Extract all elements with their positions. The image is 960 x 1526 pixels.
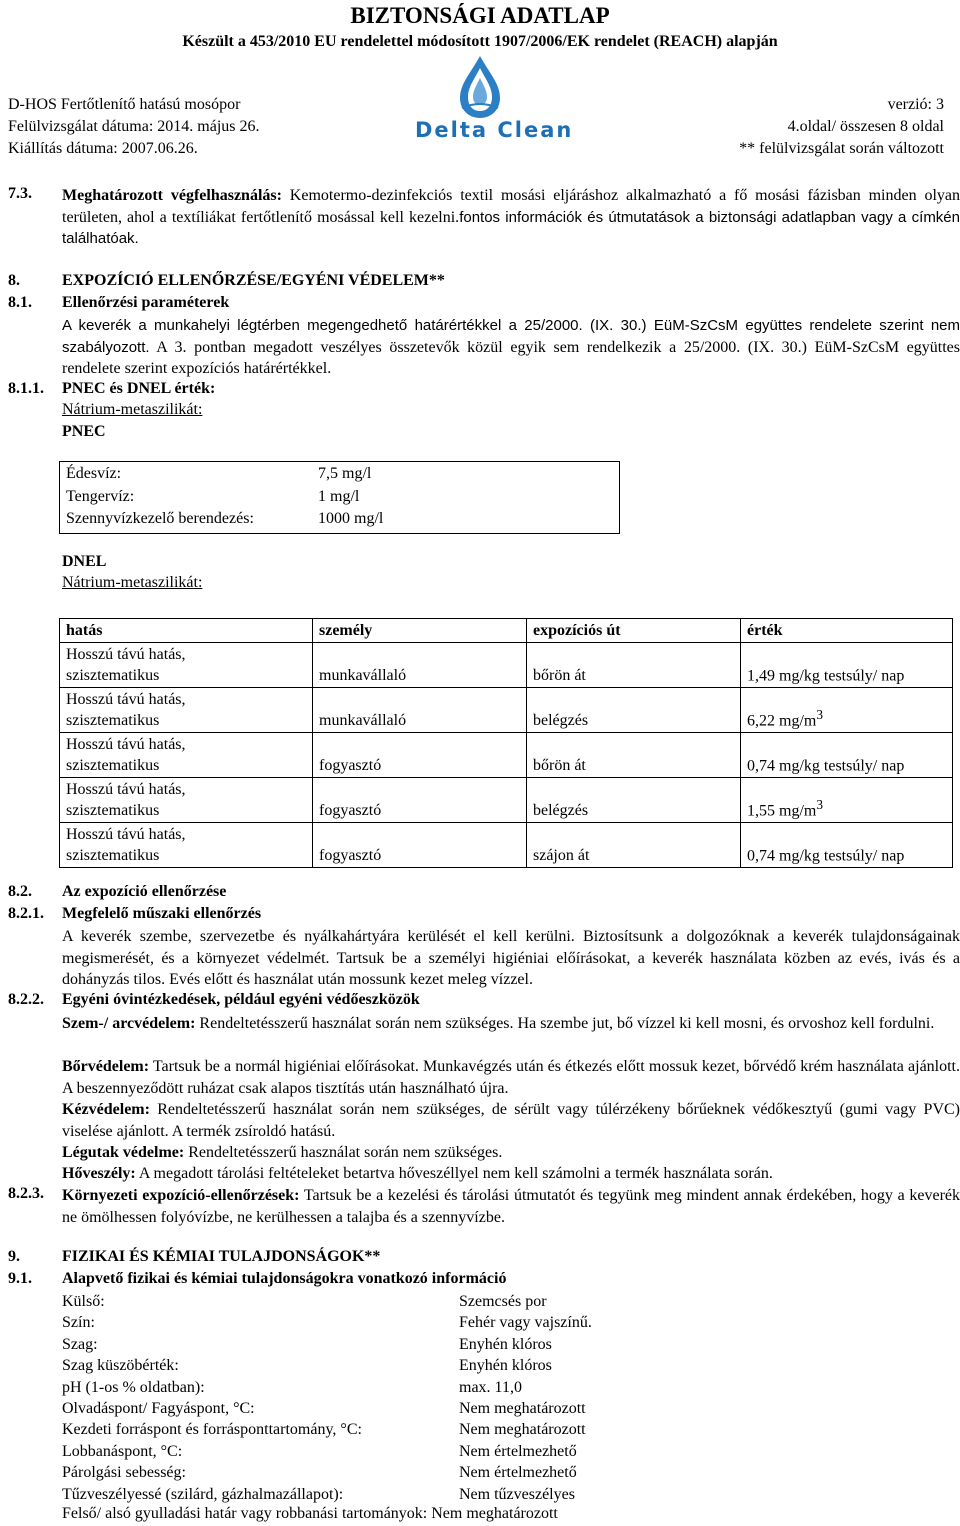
section-8-2-1-title: Megfelelő műszaki ellenőrzés [62, 905, 262, 922]
list-item [62, 1398, 592, 1419]
delta-clean-logo [410, 52, 574, 152]
section-8-title: EXPOZÍCIÓ ELLENŐRZÉSE/EGYÉNI VÉDELEM** [62, 272, 445, 289]
section-9-number: 9. [8, 1248, 20, 1265]
section-9-1-title: Alapvető fizikai és kémiai tulajdonságokra vonatkozó információ [62, 1270, 507, 1287]
section-8-2-2-title: Egyéni óvintézkedések, például egyéni védőeszközök [62, 991, 420, 1008]
hand-protection [62, 1099, 960, 1142]
section-8-1-1-title: PNEC és DNEL érték: [62, 380, 216, 397]
section-8-1-1-number: 8.1.1. [8, 380, 44, 397]
eye-protection-text: Rendeltetésszerű használat során nem szükséges. Ha szembe jut, bő vízzel ki kell mosni, és orvoshoz kell fordulni. [195, 1015, 935, 1032]
dnel-value: 1,55 mg/m [747, 802, 817, 819]
product-name: D-HOS Fertőtlenítő hatású mosópor [8, 96, 241, 113]
list-item [62, 1441, 592, 1462]
review-date: Felülvizsgálat dátuma: 2014. május 26. [8, 118, 260, 135]
dnel-header-person: személy [313, 619, 527, 643]
respiratory-protection [62, 1142, 960, 1164]
effect-line-2: szisztematikus [66, 712, 160, 729]
table-header-row [60, 619, 953, 643]
pnec-table [59, 461, 620, 534]
property-value: Nem tűzveszélyes [459, 1485, 575, 1503]
dnel-route-cell: szájon át [527, 822, 741, 867]
table-row [60, 732, 953, 777]
dnel-value-sup: 3 [816, 706, 824, 722]
property-value: Nem értelmezhető [459, 1442, 577, 1460]
effect-line-1: Hosszú távú hatás, [66, 825, 186, 843]
table-row [60, 485, 620, 508]
section-7-3-text [62, 185, 960, 250]
property-label: Lobbanáspont, °C: [62, 1442, 183, 1460]
section-7-3-label: Meghatározott végfelhasználás: [62, 187, 282, 204]
dnel-person-cell: munkavállaló [313, 642, 527, 687]
property-value: Enyhén klóros [459, 1357, 552, 1375]
property-value: Nem értelmezhető [459, 1464, 577, 1482]
issue-date: Kiállítás dátuma: 2007.06.26. [8, 140, 198, 157]
property-label: Olvadáspont/ Fagyáspont, °C: [62, 1400, 255, 1418]
property-label: Szag: [62, 1335, 98, 1353]
dnel-person-cell: fogyasztó [313, 822, 527, 867]
section-8-2-3-label: Környezeti expozíció-ellenőrzések: [62, 1187, 300, 1204]
dnel-effect-cell [60, 822, 313, 867]
section-8-2-1-number: 8.2.1. [8, 905, 44, 922]
dnel-effect-cell [60, 777, 313, 822]
dnel-value-cell [741, 822, 953, 867]
property-label: Tűzveszélyessé (szilárd, gázhalmazállapot): [62, 1485, 344, 1503]
effect-line-1: Hosszú távú hatás, [66, 735, 186, 753]
thermal-hazard-label: Hőveszély: [62, 1165, 136, 1182]
property-value: max. 11,0 [459, 1378, 522, 1396]
section-8-1-text-2: A 3. pontban megadott veszélyes összetevők közül egyik sem rendelkezik a 25/2000. (IX. 30.) EüM-SzCsM együttes rendelete szerint expozíciós határértékkel. [62, 338, 960, 377]
section-7-3-note: fontos információk és útmutatások a biztonsági adatlapban vagy a címkén találhatóak. [62, 208, 960, 247]
dnel-header-effect: hatás [60, 619, 313, 643]
table-row [60, 462, 620, 485]
document-subtitle: Készült a 453/2010 EU rendelettel módosított 1907/2006/EK rendelet (REACH) alapján [182, 33, 778, 50]
dnel-route-cell: bőrön át [527, 642, 741, 687]
section-8-1-number: 8.1. [8, 294, 32, 311]
property-value: Fehér vagy vajszínű. [459, 1314, 592, 1332]
property-label: Szín: [62, 1314, 95, 1332]
dnel-value: 6,22 mg/m [747, 712, 817, 729]
list-item [62, 1419, 592, 1440]
dnel-route-cell: belégzés [527, 687, 741, 732]
effect-line-1: Hosszú távú hatás, [66, 690, 186, 708]
property-label: Kezdeti forráspont és forrásponttartomány, °C: [62, 1421, 362, 1439]
dnel-effect-cell [60, 642, 313, 687]
section-7-3-body: Kemotermo-dezinfekciós textil mosási eljáráshoz alkalmazható a fő mosási fázisban minden olyan területen, ahol a textíliákat fertőtlenítő mosással kell kezelni. [62, 187, 960, 226]
dnel-route-cell: belégzés [527, 777, 741, 822]
property-value: Nem meghatározott [459, 1400, 586, 1418]
list-item [62, 1462, 592, 1483]
dnel-person-cell: fogyasztó [313, 732, 527, 777]
dnel-effect-cell [60, 687, 313, 732]
hand-protection-text: Rendeltetésszerű használat során nem szükséges, de sérült vagy túlérzékeny bőrűeknek védőkesztyű (gumi vagy PVC) viselése ajánlott. A termék zsíroldó hatású. [62, 1101, 960, 1140]
effect-line-1: Hosszú távú hatás, [66, 645, 186, 663]
dnel-person-cell: fogyasztó [313, 777, 527, 822]
skin-protection-text: Tartsuk be a normál higiéniai előírásokat. Munkavégzés után és étkezés előtt mossuk kezet, bőrvédő krém használata ajánlott. A beszennyeződött ruházat csak alapos tisztítás után használható újra. [62, 1058, 960, 1097]
logo-wordmark: Delta Clean [415, 118, 574, 142]
section-8-1-title: Ellenőrzési paraméterek [62, 294, 230, 311]
table-row [60, 687, 953, 732]
changed-note: ** felülvizsgálat során változott [739, 140, 944, 157]
dnel-header-route: expozíciós út [527, 619, 741, 643]
pnec-medium-cell: Szennyvízkezelő berendezés: [60, 507, 313, 533]
dnel-value: 0,74 mg/kg testsúly/ nap [747, 847, 905, 864]
dnel-person-cell: munkavállaló [313, 687, 527, 732]
document-title: BIZTONSÁGI ADATLAP [350, 3, 610, 28]
effect-line-2: szisztematikus [66, 757, 160, 774]
dnel-table [59, 618, 953, 868]
dnel-value-cell [741, 642, 953, 687]
skin-protection-label: Bőrvédelem: [62, 1058, 150, 1075]
section-8-1-text-1: A keverék a munkahelyi légtérben megengedhető határértékkel a 25/2000. (IX. 30.) EüM-SzCsM együttes rendelete szerint nem szabályozott. [62, 317, 960, 356]
dnel-header-value: érték [741, 619, 953, 643]
pnec-label: PNEC [62, 423, 106, 440]
effect-line-2: szisztematikus [66, 802, 160, 819]
pnec-substance: Nátrium-metaszilikát: [62, 401, 203, 418]
dnel-substance: Nátrium-metaszilikát: [62, 574, 203, 591]
pnec-medium-cell: Tengervíz: [60, 485, 313, 508]
eye-protection [62, 1013, 960, 1035]
respiratory-protection-text: Rendeltetésszerű használat során nem szükséges. [184, 1144, 503, 1161]
effect-line-2: szisztematikus [66, 847, 160, 864]
dnel-route-cell: bőrön át [527, 732, 741, 777]
dnel-label: DNEL [62, 553, 107, 570]
section-8-2-3-text [62, 1185, 960, 1228]
list-item [62, 1377, 592, 1398]
list-item [62, 1355, 592, 1376]
list-item [62, 1291, 592, 1312]
property-label: Külső: [62, 1293, 105, 1310]
table-row [60, 822, 953, 867]
section-8-2-number: 8.2. [8, 883, 32, 900]
section-8-1-text [62, 315, 960, 380]
version: verzió: 3 [887, 96, 944, 113]
section-8-2-3-body: Tartsuk be a kezelési és tárolási útmutatót és tegyünk meg mindent annak érdekében, hogy a keverék ne ömölhessen folyóvízbe, ne kerülhessen a talajba és a szennyvízbe. [62, 1187, 960, 1226]
section-8-2-2-number: 8.2.2. [8, 991, 44, 1008]
pnec-value-cell: 7,5 mg/l [312, 462, 620, 485]
property-value: Nem meghatározott [459, 1421, 586, 1439]
property-label: Szag küszöbérték: [62, 1357, 179, 1375]
effect-line-2: szisztematikus [66, 667, 160, 684]
dnel-value: 0,74 mg/kg testsúly/ nap [747, 757, 905, 774]
section-8-number: 8. [8, 272, 20, 289]
dnel-value-sup: 3 [816, 796, 824, 812]
respiratory-protection-label: Légutak védelme: [62, 1144, 185, 1161]
pnec-value-cell: 1 mg/l [312, 485, 620, 508]
thermal-hazard-text: A megadott tárolási feltételeket betartva hőveszéllyel nem kell számolni a termék használata során. [135, 1165, 773, 1182]
dnel-effect-cell [60, 732, 313, 777]
section-8-2-1-text: A keverék szembe, szervezetbe és nyálkahártyára kerülését el kell kerülni. Biztosítsunk a dolgozóknak a keverék tulajdonságainak megismerését, és a környezet védelmét. Tartsuk be a személyi higiéniai előírásokat, a keverék használata közben az evés, ivás és a dohányzás tilos. Evés előtt és használat után mossunk kezet meleg vízzel. [62, 928, 960, 988]
skin-protection [62, 1056, 960, 1099]
eye-protection-label: Szem-/ arcvédelem: [62, 1015, 196, 1032]
property-label: pH (1-os % oldatban): [62, 1378, 205, 1396]
properties-list [62, 1291, 592, 1505]
table-row [60, 777, 953, 822]
pnec-medium-cell: Édesvíz: [60, 462, 313, 485]
water-drop-icon [410, 52, 550, 122]
thermal-hazard [62, 1163, 960, 1185]
section-7-3-number: 7.3. [8, 185, 32, 202]
property-label: Párolgási sebesség: [62, 1464, 186, 1482]
property-value: Szemcsés por [459, 1293, 547, 1310]
section-8-2-title: Az expozíció ellenőrzése [62, 883, 227, 900]
pnec-value-cell: 1000 mg/l [312, 507, 620, 533]
dnel-value-cell [741, 777, 953, 822]
list-item [62, 1334, 592, 1355]
page-number: 4.oldal/ összesen 8 oldal [787, 118, 944, 135]
list-item [62, 1312, 592, 1333]
property-value: Enyhén klóros [459, 1335, 552, 1353]
dnel-value: 1,49 mg/kg testsúly/ nap [747, 667, 905, 684]
section-9-1-number: 9.1. [8, 1270, 32, 1287]
table-row [60, 642, 953, 687]
hand-protection-label: Kézvédelem: [62, 1101, 150, 1118]
list-item [62, 1484, 592, 1505]
dnel-value-cell [741, 687, 953, 732]
dnel-value-cell [741, 732, 953, 777]
table-row [60, 507, 620, 533]
effect-line-1: Hosszú távú hatás, [66, 780, 186, 798]
section-8-2-3-number: 8.2.3. [8, 1185, 44, 1202]
section-9-title: FIZIKAI ÉS KÉMIAI TULAJDONSÁGOK** [62, 1248, 381, 1265]
flammability-limits: Felső/ alsó gyulladási határ vagy robbanási tartományok: Nem meghatározott [62, 1505, 558, 1522]
